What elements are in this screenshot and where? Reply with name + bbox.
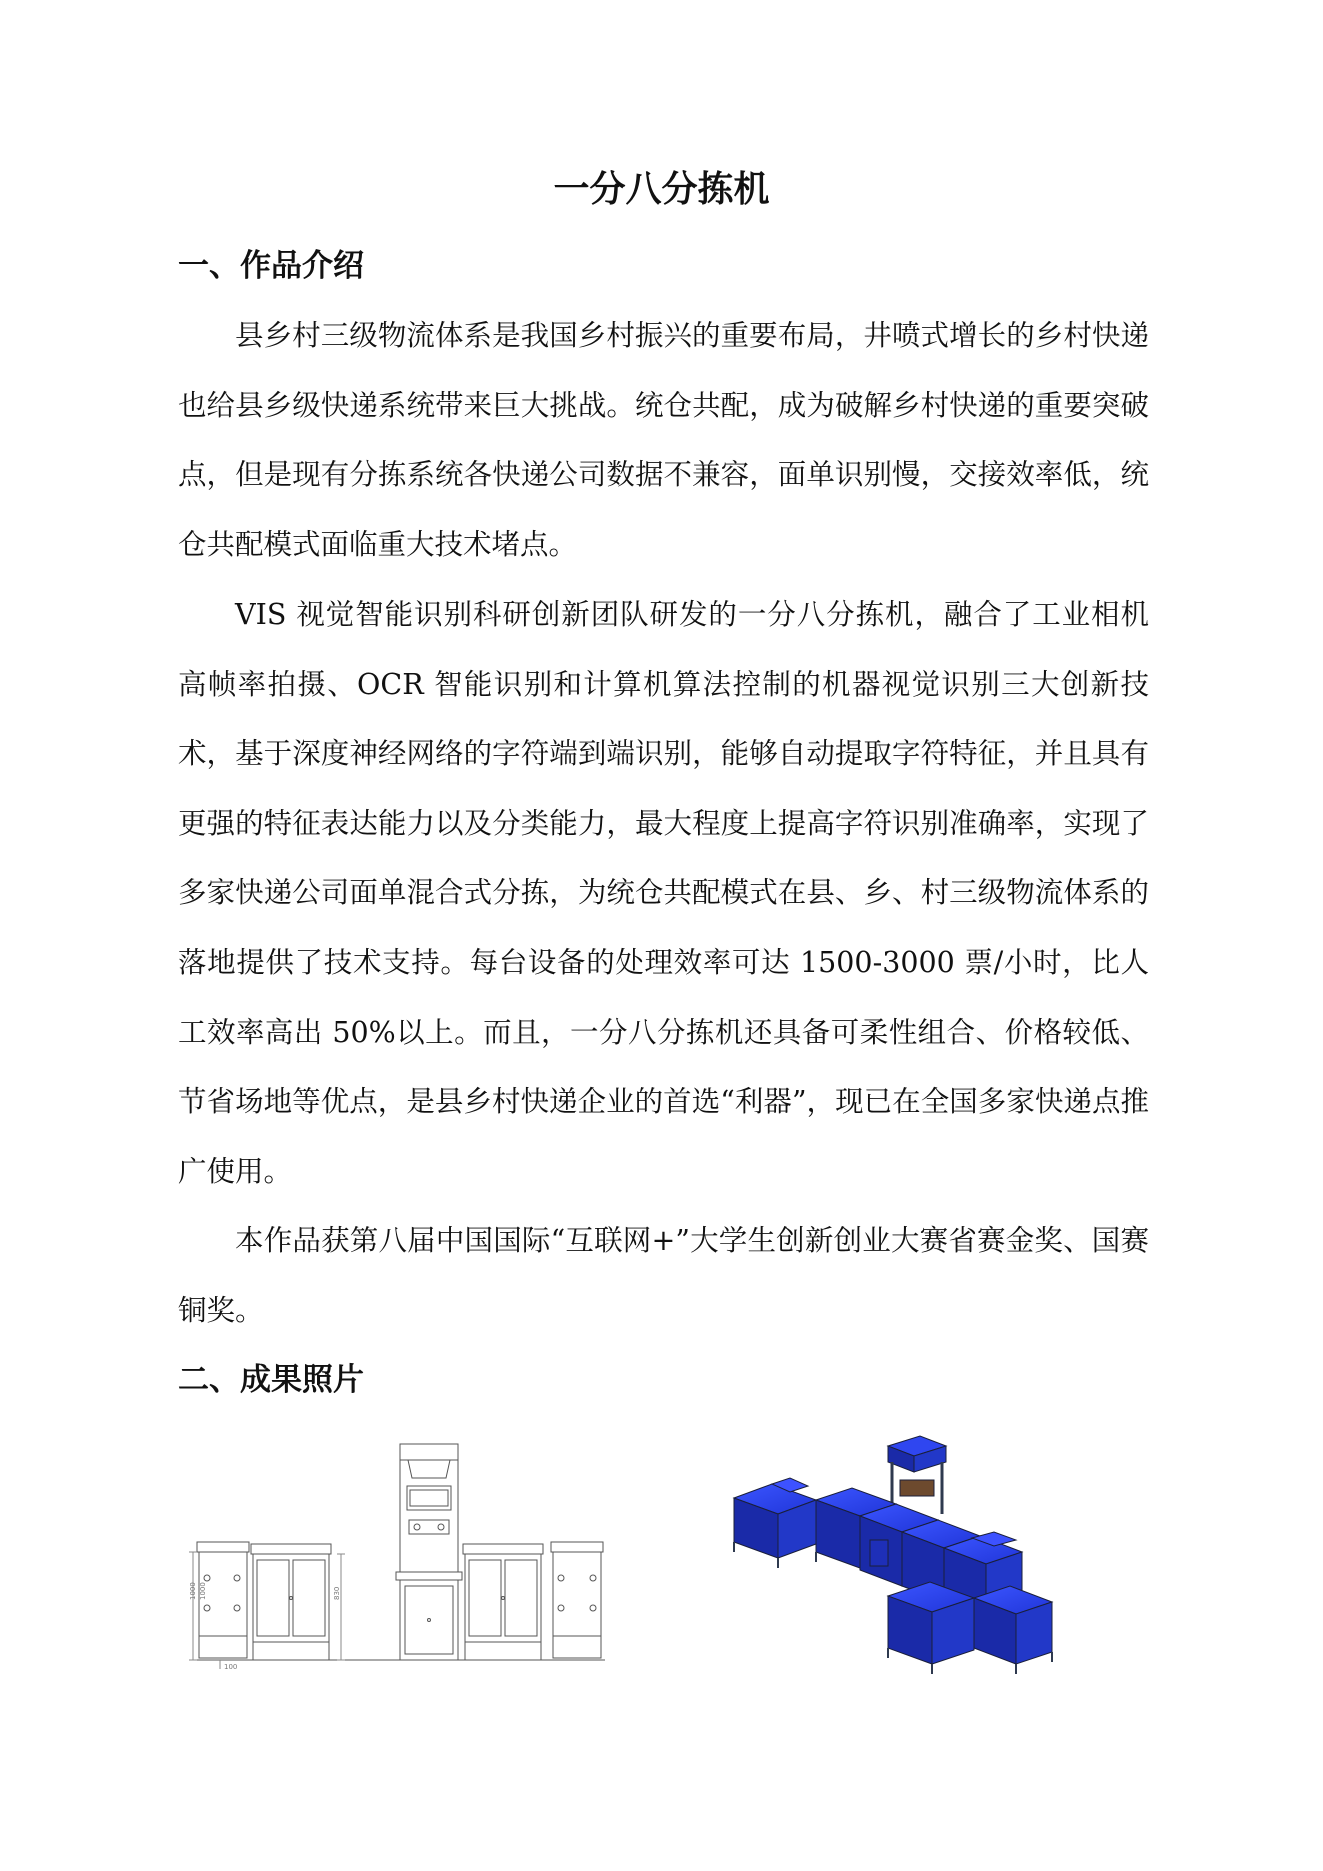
dimension-label: 1000 [199, 1582, 207, 1600]
intro-paragraph-1: 县乡村三级物流体系是我国乡村振兴的重要布局，井喷式增长的乡村快递也给县乡级快递系统带来巨大挑战。统仓共配，成为破解乡村快递的重要突破点，但是现有分拣系统各快递公司数据不兼容，面单识别慢，交接效率低，统仓共配模式面临重大技术堵点。 [178, 319, 1149, 561]
sorter-technical-drawing [189, 1440, 627, 1671]
section-heading-introduction: 一、作品介绍 [178, 248, 364, 284]
document-title: 一分八分拣机 [553, 169, 770, 210]
intro-paragraph-2: VIS 视觉智能识别科研创新团队研发的一分八分拣机，融合了工业相机高帧率拍摄、OCR 智能识别和计算机算法控制的机器视觉识别三大创新技术，基于深度神经网络的字符端到端识别，能够自动提取字符特征，并且具有更强的特征表达能力以及分类能力，最大程度上提高字符识别准确率，实现了多家快递公司面单混合式分拣，为统仓共配模式在县、乡、村三级物流体系的落地提供了技术支持。每台设备的处理效率可达 1500-3000 票/小时，比人工效率高出 50%以上。而且，一分八分拣机还具备可柔性组合、价格较低、节省场地等优点，是县乡村快递企业的首选“利器”，现已在全国多家快递点推广使用。 [178, 598, 1149, 1188]
sorter-3d-render [720, 1428, 1065, 1688]
technical-drawing-svg [189, 1440, 627, 1671]
section-heading-photos: 二、成果照片 [178, 1362, 364, 1398]
dimension-label: 830 [333, 1586, 341, 1600]
intro-paragraph-3: 本作品获第八届中国国际“互联网+”大学生创新创业大赛省赛金奖、国赛铜奖。 [178, 1224, 1149, 1327]
dimension-label: 1000 [189, 1582, 197, 1600]
render-svg [720, 1428, 1065, 1688]
dimension-label: 100 [224, 1663, 238, 1671]
